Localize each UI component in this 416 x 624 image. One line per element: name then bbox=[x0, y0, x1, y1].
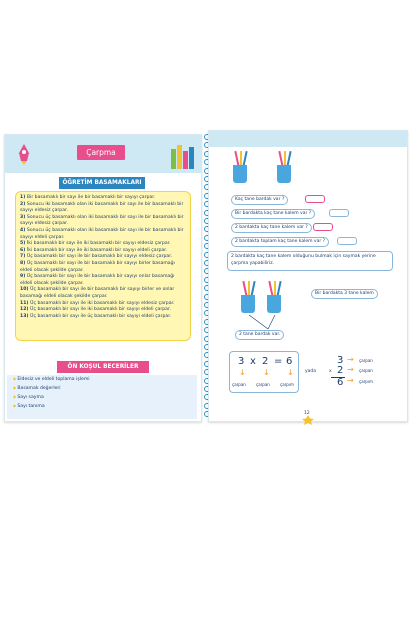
objective-item bbox=[20, 215, 186, 228]
objective-number: 11) bbox=[20, 300, 31, 306]
eq-product: 6 bbox=[286, 356, 293, 367]
objective-number: 4) bbox=[20, 227, 27, 233]
or-text: yada bbox=[305, 369, 317, 374]
objective-item bbox=[20, 202, 186, 215]
objective-number: 13) bbox=[20, 313, 31, 319]
answer-box-2[interactable] bbox=[329, 209, 349, 217]
objective-item bbox=[20, 228, 186, 241]
objective-item bbox=[20, 254, 186, 261]
objective-item bbox=[20, 307, 186, 314]
eq-label-2: çarpan bbox=[256, 382, 270, 387]
objective-text: Üç basamaklı bir sayı ile iki basamaklı bir sayıyı eldesiz çarpar. bbox=[30, 300, 175, 306]
arrow-right-icon: → bbox=[347, 355, 354, 364]
objective-text: Üç basamaklı bir sayı ile bir basamaklı bir sayıyı birler basamağı eldeli olacak şekilde çarpar. bbox=[20, 260, 175, 273]
objective-item bbox=[20, 241, 186, 248]
vert-label-3: çarpım bbox=[359, 379, 373, 384]
section-title-objectives: ÖĞRETİM BASAMAKLARI bbox=[59, 177, 145, 189]
objective-number: 7) bbox=[20, 254, 27, 260]
page-number-text: 12 bbox=[304, 411, 310, 416]
objective-number: 2) bbox=[20, 201, 27, 207]
answer-box-3[interactable] bbox=[313, 223, 333, 231]
question-3: 2 bardakta kaç tane kalem var ? bbox=[231, 223, 312, 233]
prereq-item: ◆ Sayı tanıma bbox=[7, 402, 197, 411]
eq-label-3: çarpım bbox=[280, 382, 294, 387]
prereq-item: ◆ Basamak değerleri bbox=[7, 384, 197, 393]
vert-label-1: çarpan bbox=[359, 358, 373, 363]
question-2: Bir bardakta kaç tane kalem var ? bbox=[231, 209, 315, 219]
connector-lines bbox=[243, 315, 293, 331]
objectives-list bbox=[15, 191, 191, 341]
left-page bbox=[4, 134, 202, 422]
section-title-prereqs: ÖN KOŞUL BECERİLER bbox=[57, 361, 149, 373]
vert-factor-1: 3 bbox=[337, 355, 344, 366]
arrow-down-icon: ↓ bbox=[239, 368, 246, 377]
eq-factor-1: 3 bbox=[238, 356, 245, 367]
objective-text: Üç basamaklı bir sayı ile iki basamaklı bir sayıyı eldeli çarpar. bbox=[30, 307, 171, 313]
objective-item bbox=[20, 195, 186, 202]
objective-number: 3) bbox=[20, 214, 27, 220]
objective-text: Üç basamaklı bir sayı ile üç basamaklı bir sayıyı eldeli çarpar. bbox=[30, 313, 172, 319]
eq-factor-2: 2 bbox=[262, 356, 269, 367]
objective-number: 12) bbox=[20, 307, 31, 313]
answer-box-1[interactable] bbox=[305, 195, 325, 203]
right-header bbox=[209, 131, 407, 147]
vert-label-2: çarpan bbox=[359, 368, 373, 373]
page-title: Çarpma bbox=[77, 145, 125, 160]
objective-text: Üç basamaklı bir sayı ile bir basamaklı bir sayıyı birler ve onlar basamağı eldeli olacak şekilde çarpar. bbox=[20, 287, 175, 299]
eq-op: x bbox=[250, 356, 256, 367]
star-icon bbox=[301, 415, 315, 425]
question-1: Kaç tane bardak var ? bbox=[231, 195, 288, 205]
info-box: 2 bardakta kaç tane kalem olduğunu bulmak için saymak yerine çarpma yapabiliriz. bbox=[227, 251, 393, 271]
objective-text: İki basamaklı bir sayı ile iki basamaklı bir sayıyı eldesiz çarpar. bbox=[26, 241, 171, 247]
vertical-multiplication bbox=[327, 355, 387, 395]
prereq-item: ◆ Eldesiz ve eldeli toplama işlemi bbox=[7, 375, 197, 384]
question-4: 2 bardakta toplam kaç tane kalem var ? bbox=[231, 237, 329, 247]
objective-number: 1) bbox=[20, 195, 27, 200]
objective-text: Üç basamaklı bir sayı ile bir basamaklı bir sayıyı onlar basamağı eldeli olacak şekilde çarpar. bbox=[20, 274, 175, 286]
eq-label-1: çarpan bbox=[232, 382, 246, 387]
callout-cups: 2 tane bardak var. bbox=[235, 330, 284, 340]
callout-pens: Bir bardakta 3 tane kalem bbox=[311, 289, 378, 299]
objective-item bbox=[20, 287, 186, 300]
page-number bbox=[301, 410, 315, 420]
vert-op: x bbox=[329, 369, 332, 374]
objective-item bbox=[20, 274, 186, 287]
objective-item bbox=[20, 314, 186, 321]
objective-text: Üç basamaklı bir sayı ile bir basamaklı bir sayıyı eldesiz çarpar. bbox=[26, 254, 173, 260]
rocket-icon bbox=[15, 143, 33, 165]
objective-item bbox=[20, 261, 186, 274]
objective-number: 8) bbox=[20, 260, 27, 266]
vert-product: 6 bbox=[337, 377, 344, 388]
eq-equals: = bbox=[274, 356, 283, 367]
objective-number: 10) bbox=[20, 287, 31, 293]
equation-box bbox=[229, 351, 299, 393]
arrow-right-icon: → bbox=[347, 365, 354, 374]
objective-number: 6) bbox=[20, 247, 27, 253]
prereq-item: ◆ Sayı sayma bbox=[7, 393, 197, 402]
arrow-down-icon: ↓ bbox=[287, 368, 294, 377]
objective-text: Sonucu üç basamaklı olan iki basamaklı bir sayı ile bir basamaklı bir sayıyı eldesiz çarpar. bbox=[20, 214, 184, 227]
prereq-list bbox=[7, 375, 197, 419]
vert-factor-2: 2 bbox=[337, 365, 344, 376]
arrow-right-icon: → bbox=[347, 376, 354, 385]
right-page bbox=[208, 130, 408, 422]
books-icon bbox=[169, 141, 197, 169]
objective-text: Sonucu iki basamaklı olan iki basamaklı bir sayı ile bir basamaklı bir sayıyı eldesiz çarpar. bbox=[20, 201, 184, 214]
objective-text: Sonucu üç basamaklı olan iki basamaklı bir sayı ile bir basamaklı bir sayıyı eldeli çarpar. bbox=[20, 227, 184, 240]
objective-number: 9) bbox=[20, 274, 27, 280]
objective-number: 5) bbox=[20, 241, 27, 247]
arrow-down-icon: ↓ bbox=[263, 368, 270, 377]
objective-text: Bir basamaklı bir sayı ile bir basamaklı bir sayıyı çarpar. bbox=[26, 195, 156, 200]
answer-box-4[interactable] bbox=[337, 237, 357, 245]
objective-text: İki basamaklı bir sayı ile iki basamaklı bir sayıyı eldeli çarpar. bbox=[26, 247, 168, 253]
